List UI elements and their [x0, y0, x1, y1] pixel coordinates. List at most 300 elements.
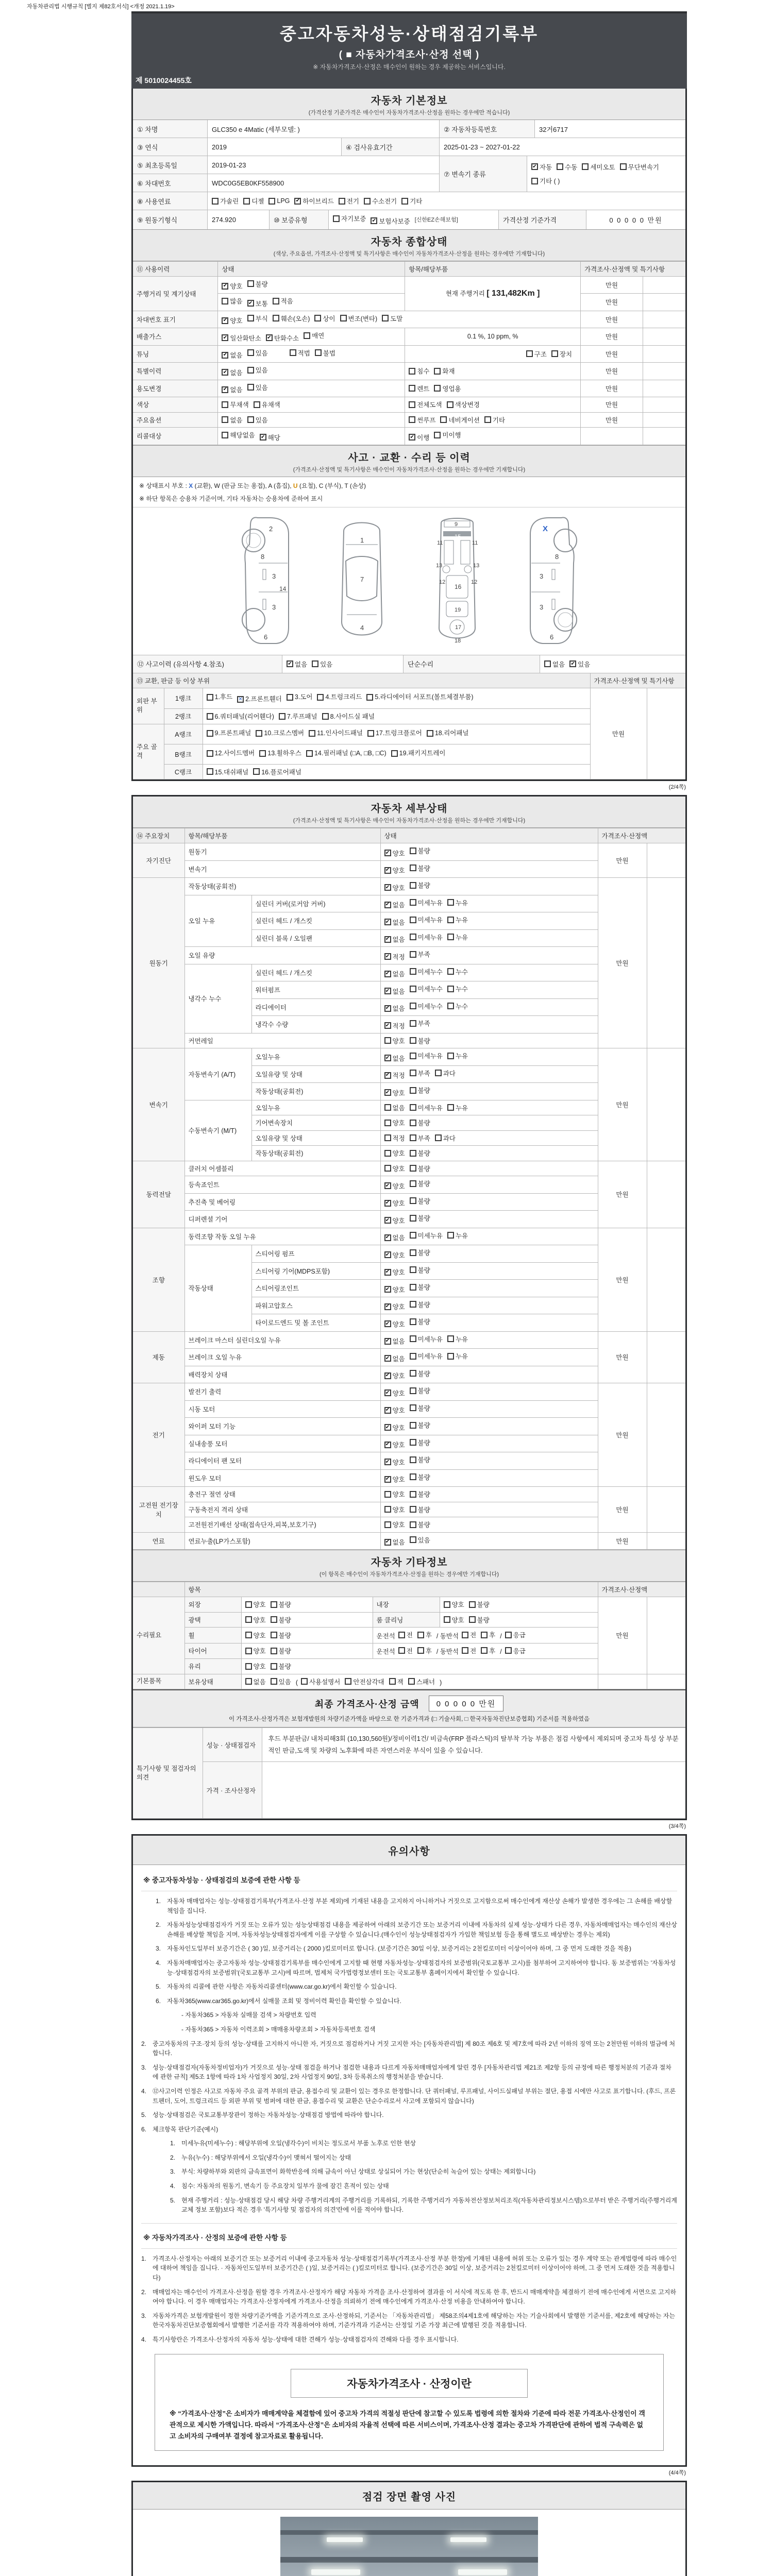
checkbox-option[interactable] — [410, 1036, 430, 1045]
checkbox-option[interactable] — [273, 296, 293, 306]
checked-box-icon[interactable]: ✔ — [384, 1022, 391, 1029]
empty-box-icon[interactable] — [245, 1601, 252, 1608]
checkbox-option[interactable] — [384, 1103, 405, 1112]
checkbox-option[interactable] — [384, 1520, 405, 1529]
empty-box-icon[interactable] — [410, 1318, 416, 1325]
checkbox-option[interactable] — [417, 1630, 432, 1639]
checkbox-option[interactable] — [245, 1662, 266, 1671]
checkbox-option[interactable] — [222, 368, 242, 377]
checkbox-option[interactable] — [410, 984, 443, 993]
checkbox-option[interactable] — [384, 883, 405, 892]
checkbox-option[interactable] — [620, 162, 659, 172]
checkbox-option[interactable] — [237, 693, 282, 706]
checkbox-option[interactable] — [447, 1334, 468, 1344]
empty-box-icon[interactable] — [384, 1120, 391, 1126]
empty-box-icon[interactable] — [271, 1663, 277, 1670]
checkbox-option[interactable] — [569, 659, 590, 669]
checkbox-option[interactable] — [345, 1677, 384, 1686]
empty-box-icon[interactable] — [410, 917, 416, 923]
checkbox-option[interactable] — [384, 849, 405, 858]
checkbox-option[interactable] — [410, 1369, 430, 1378]
checkbox-option[interactable] — [409, 384, 429, 393]
checkbox-option[interactable] — [410, 1019, 430, 1028]
empty-box-icon[interactable] — [410, 1353, 416, 1360]
checked-box-icon[interactable]: ✔ — [384, 1372, 391, 1379]
empty-box-icon[interactable] — [384, 1165, 391, 1172]
checkbox-option[interactable] — [469, 1615, 490, 1624]
empty-box-icon[interactable] — [309, 730, 315, 737]
checkbox-option[interactable] — [410, 1438, 430, 1447]
empty-box-icon[interactable] — [245, 1632, 252, 1638]
checkbox-option[interactable] — [410, 1351, 443, 1361]
empty-box-icon[interactable] — [207, 768, 213, 775]
checkbox-option[interactable] — [417, 1646, 432, 1655]
checkbox-option[interactable] — [245, 1646, 266, 1655]
empty-box-icon[interactable] — [247, 280, 254, 287]
checked-box-icon[interactable]: ✔ — [384, 1005, 391, 1012]
empty-box-icon[interactable] — [462, 1647, 468, 1654]
checkbox-option[interactable] — [279, 711, 317, 721]
checkbox-option[interactable] — [384, 1537, 405, 1547]
checkbox-option[interactable] — [481, 1630, 495, 1639]
checkbox-option[interactable] — [384, 1458, 405, 1467]
checked-box-icon[interactable]: ✔ — [384, 1476, 391, 1483]
checkbox-option[interactable] — [222, 430, 255, 439]
empty-box-icon[interactable] — [382, 315, 389, 321]
empty-box-icon[interactable] — [484, 416, 491, 423]
checkbox-option[interactable] — [309, 727, 363, 740]
empty-box-icon[interactable] — [410, 1521, 416, 1528]
checked-box-icon[interactable]: ✔ — [371, 217, 377, 224]
checkbox-option[interactable] — [304, 331, 324, 340]
empty-box-icon[interactable] — [410, 1456, 416, 1463]
empty-box-icon[interactable] — [434, 368, 441, 375]
checked-box-icon[interactable]: ✔ — [222, 334, 228, 341]
checkbox-option[interactable] — [384, 1371, 405, 1380]
checkbox-option[interactable] — [410, 1133, 430, 1143]
empty-box-icon[interactable] — [273, 315, 279, 321]
empty-box-icon[interactable] — [410, 1422, 416, 1429]
checkbox-option[interactable] — [273, 314, 310, 323]
empty-box-icon[interactable] — [410, 1536, 416, 1543]
empty-box-icon[interactable] — [391, 750, 398, 757]
empty-box-icon[interactable] — [410, 1120, 416, 1126]
empty-box-icon[interactable] — [212, 198, 219, 205]
checkbox-option[interactable] — [384, 1133, 405, 1143]
empty-box-icon[interactable] — [410, 1070, 416, 1076]
empty-box-icon[interactable] — [447, 917, 454, 923]
checkbox-option[interactable] — [384, 1285, 405, 1294]
checked-box-icon[interactable]: ✔ — [384, 1269, 391, 1276]
checkbox-option[interactable] — [582, 162, 615, 172]
empty-box-icon[interactable] — [207, 750, 213, 757]
checkbox-option[interactable] — [447, 984, 468, 993]
empty-box-icon[interactable] — [410, 1104, 416, 1111]
checked-box-icon[interactable]: ✔ — [384, 1407, 391, 1414]
empty-box-icon[interactable] — [440, 416, 447, 423]
checkbox-option[interactable] — [481, 1646, 495, 1655]
checkbox-option[interactable] — [247, 383, 268, 392]
empty-box-icon[interactable] — [333, 215, 340, 222]
checked-box-icon[interactable]: ✔ — [384, 1072, 391, 1079]
checkbox-option[interactable] — [340, 314, 378, 323]
empty-box-icon[interactable] — [434, 432, 441, 438]
checked-box-icon[interactable]: ✔ — [384, 1389, 391, 1396]
checkbox-option[interactable] — [271, 1646, 291, 1655]
checkbox-option[interactable] — [410, 1148, 430, 1158]
checkbox-option[interactable] — [222, 350, 242, 360]
checked-box-icon[interactable]: ✔ — [384, 1355, 391, 1362]
empty-box-icon[interactable] — [367, 730, 374, 737]
empty-box-icon[interactable] — [435, 1134, 442, 1141]
empty-box-icon[interactable] — [384, 1506, 391, 1513]
checked-box-icon[interactable]: ✔ — [384, 936, 391, 943]
checkbox-option[interactable] — [410, 915, 443, 924]
checkbox-option[interactable] — [222, 296, 242, 306]
checkbox-option[interactable] — [410, 1051, 443, 1060]
checkbox-option[interactable] — [384, 935, 405, 944]
checkbox-option[interactable] — [531, 176, 560, 185]
checked-box-icon[interactable]: ✔ — [384, 884, 391, 891]
empty-box-icon[interactable] — [447, 1353, 454, 1360]
checkbox-option[interactable] — [447, 400, 480, 409]
checkbox-option[interactable] — [505, 1646, 526, 1655]
checkbox-option[interactable] — [222, 333, 261, 343]
checkbox-option[interactable] — [410, 1334, 443, 1344]
checkbox-option[interactable] — [384, 918, 405, 927]
empty-box-icon[interactable] — [245, 1663, 252, 1670]
checkbox-option[interactable] — [384, 1164, 405, 1173]
empty-box-icon[interactable] — [247, 315, 254, 321]
checkbox-option[interactable] — [447, 1351, 468, 1361]
empty-box-icon[interactable] — [315, 349, 322, 356]
empty-box-icon[interactable] — [222, 416, 228, 423]
checkbox-option[interactable] — [551, 349, 572, 359]
checkbox-option[interactable] — [317, 691, 362, 704]
empty-box-icon[interactable] — [410, 1003, 416, 1009]
checkbox-option[interactable] — [409, 433, 429, 442]
checkbox-option[interactable] — [410, 1403, 430, 1413]
checkbox-option[interactable] — [287, 691, 313, 704]
empty-box-icon[interactable] — [410, 848, 416, 854]
empty-box-icon[interactable] — [271, 1648, 277, 1654]
empty-box-icon[interactable] — [551, 350, 558, 357]
empty-box-icon[interactable] — [301, 1678, 308, 1685]
empty-box-icon[interactable] — [384, 1491, 391, 1498]
checkbox-option[interactable] — [315, 348, 335, 358]
checkbox-option[interactable] — [314, 314, 335, 323]
empty-box-icon[interactable] — [444, 1616, 450, 1623]
checkbox-option[interactable] — [384, 1233, 405, 1242]
empty-box-icon[interactable] — [410, 1249, 416, 1256]
checkbox-option[interactable] — [367, 727, 422, 740]
checkbox-option[interactable] — [409, 415, 435, 425]
empty-box-icon[interactable] — [447, 1003, 454, 1009]
checkbox-option[interactable] — [447, 1051, 468, 1060]
checkbox-option[interactable] — [410, 1455, 430, 1464]
checked-box-icon[interactable]: ✔ — [222, 283, 228, 290]
checkbox-option[interactable] — [410, 1118, 430, 1127]
checkbox-option[interactable] — [384, 952, 405, 961]
checkbox-option[interactable] — [444, 1615, 464, 1624]
empty-box-icon[interactable] — [384, 1150, 391, 1157]
checkbox-option[interactable] — [322, 711, 375, 721]
checked-box-icon[interactable]: ✔ — [384, 919, 391, 925]
checkbox-option[interactable] — [384, 1475, 405, 1484]
empty-box-icon[interactable] — [247, 349, 254, 356]
checkbox-option[interactable] — [333, 214, 366, 223]
checkbox-option[interactable] — [447, 1231, 468, 1240]
checked-box-icon[interactable]: ✔ — [287, 660, 293, 667]
empty-box-icon[interactable] — [222, 401, 228, 408]
empty-box-icon[interactable] — [345, 1678, 351, 1685]
checkbox-option[interactable] — [410, 863, 430, 873]
checkbox-option[interactable] — [444, 1600, 464, 1609]
checkbox-option[interactable] — [410, 1248, 430, 1257]
checkbox-option[interactable] — [384, 1405, 405, 1415]
checkbox-option[interactable] — [410, 967, 443, 976]
checkbox-option[interactable] — [384, 1198, 405, 1208]
checkbox-option[interactable] — [384, 1319, 405, 1329]
checkbox-option[interactable] — [247, 365, 268, 375]
checkbox-option[interactable] — [410, 898, 443, 907]
checkbox-option[interactable] — [254, 400, 280, 409]
checkbox-option[interactable] — [384, 969, 405, 978]
checked-box-icon[interactable]: ✔ — [384, 1217, 391, 1224]
empty-box-icon[interactable] — [409, 416, 415, 423]
checkbox-option[interactable] — [462, 1630, 476, 1639]
empty-box-icon[interactable] — [410, 1284, 416, 1291]
checkbox-option[interactable] — [410, 1196, 430, 1206]
checkbox-option[interactable] — [271, 1631, 291, 1640]
empty-box-icon[interactable] — [531, 178, 538, 184]
checkbox-option[interactable] — [384, 1250, 405, 1260]
checkbox-option[interactable] — [384, 1440, 405, 1449]
checkbox-option[interactable] — [410, 1103, 443, 1112]
checked-box-icon[interactable]: ✔ — [384, 850, 391, 856]
empty-box-icon[interactable] — [245, 1678, 252, 1685]
checked-box-icon[interactable]: ✔ — [266, 334, 273, 341]
empty-box-icon[interactable] — [410, 1150, 416, 1157]
empty-box-icon[interactable] — [417, 1647, 424, 1654]
empty-box-icon[interactable] — [290, 349, 296, 356]
empty-box-icon[interactable] — [207, 713, 213, 720]
checkbox-option[interactable] — [384, 900, 405, 909]
empty-box-icon[interactable] — [314, 315, 321, 321]
empty-box-icon[interactable] — [410, 1215, 416, 1222]
empty-box-icon[interactable] — [408, 1678, 415, 1685]
x-marked-box-icon[interactable]: ✕ — [237, 696, 244, 703]
checkbox-option[interactable] — [462, 1646, 476, 1655]
checkbox-option[interactable] — [427, 727, 469, 740]
empty-box-icon[interactable] — [389, 1678, 396, 1685]
empty-box-icon[interactable] — [410, 1087, 416, 1094]
empty-box-icon[interactable] — [279, 713, 285, 720]
empty-box-icon[interactable] — [526, 350, 533, 357]
empty-box-icon[interactable] — [306, 750, 313, 757]
checkbox-option[interactable] — [557, 162, 577, 172]
empty-box-icon[interactable] — [410, 1387, 416, 1394]
empty-box-icon[interactable] — [253, 768, 260, 775]
checkbox-option[interactable] — [435, 1133, 456, 1143]
empty-box-icon[interactable] — [207, 694, 213, 701]
checked-box-icon[interactable]: ✔ — [222, 317, 228, 324]
empty-box-icon[interactable] — [384, 1521, 391, 1528]
checkbox-option[interactable] — [266, 333, 299, 343]
checked-box-icon[interactable]: ✔ — [384, 1182, 391, 1189]
checkbox-option[interactable] — [505, 1630, 526, 1639]
checkbox-option[interactable] — [410, 1086, 430, 1095]
empty-box-icon[interactable] — [401, 198, 408, 205]
checkbox-option[interactable] — [434, 366, 455, 376]
empty-box-icon[interactable] — [410, 1180, 416, 1187]
empty-box-icon[interactable] — [364, 198, 371, 205]
empty-box-icon[interactable] — [409, 368, 415, 375]
checkbox-option[interactable] — [339, 196, 359, 206]
checkbox-option[interactable] — [259, 747, 301, 760]
empty-box-icon[interactable] — [247, 367, 254, 374]
empty-box-icon[interactable] — [271, 1616, 277, 1623]
checkbox-option[interactable] — [447, 1103, 468, 1112]
checkbox-option[interactable] — [384, 1423, 405, 1432]
checkbox-option[interactable] — [410, 1164, 430, 1173]
checkbox-option[interactable] — [410, 1069, 430, 1078]
checkbox-option[interactable] — [384, 1071, 405, 1080]
empty-box-icon[interactable] — [384, 1104, 391, 1111]
checked-box-icon[interactable]: ✔ — [531, 163, 538, 170]
checkbox-option[interactable] — [222, 385, 242, 394]
checkbox-option[interactable] — [469, 1600, 490, 1609]
checkbox-option[interactable] — [245, 1615, 266, 1624]
empty-box-icon[interactable] — [384, 1134, 391, 1141]
empty-box-icon[interactable] — [409, 385, 415, 392]
empty-box-icon[interactable] — [435, 1070, 442, 1076]
checkbox-option[interactable] — [410, 1489, 430, 1499]
checkbox-option[interactable] — [384, 1004, 405, 1013]
empty-box-icon[interactable] — [409, 401, 415, 408]
checkbox-option[interactable] — [410, 1300, 430, 1309]
empty-box-icon[interactable] — [462, 1632, 468, 1638]
checkbox-option[interactable] — [410, 1505, 430, 1514]
checkbox-option[interactable] — [384, 1148, 405, 1158]
empty-box-icon[interactable] — [245, 1648, 252, 1654]
empty-box-icon[interactable] — [427, 730, 433, 737]
checkbox-option[interactable] — [398, 1630, 413, 1639]
checkbox-option[interactable] — [247, 279, 268, 289]
checked-box-icon[interactable]: ✔ — [247, 300, 254, 307]
checkbox-option[interactable] — [271, 1600, 291, 1609]
empty-box-icon[interactable] — [447, 1104, 454, 1111]
checkbox-option[interactable] — [245, 1631, 266, 1640]
empty-box-icon[interactable] — [505, 1632, 512, 1638]
checkbox-option[interactable] — [410, 846, 430, 855]
checkbox-option[interactable] — [410, 1282, 430, 1292]
checkbox-option[interactable] — [301, 1677, 340, 1686]
checked-box-icon[interactable]: ✔ — [384, 953, 391, 960]
checkbox-option[interactable] — [384, 1505, 405, 1514]
checked-box-icon[interactable]: ✔ — [384, 1442, 391, 1448]
empty-box-icon[interactable] — [245, 1616, 252, 1623]
checkbox-option[interactable] — [440, 415, 479, 425]
empty-box-icon[interactable] — [247, 416, 254, 423]
checked-box-icon[interactable]: ✔ — [384, 1539, 391, 1546]
empty-box-icon[interactable] — [322, 713, 329, 720]
checked-box-icon[interactable]: ✔ — [384, 867, 391, 874]
checkbox-option[interactable] — [410, 1317, 430, 1326]
checkbox-option[interactable] — [435, 1069, 456, 1078]
empty-box-icon[interactable] — [481, 1632, 488, 1638]
empty-box-icon[interactable] — [447, 986, 454, 992]
empty-box-icon[interactable] — [259, 750, 266, 757]
checkbox-option[interactable] — [243, 196, 264, 206]
checkbox-option[interactable] — [384, 1088, 405, 1097]
checkbox-option[interactable] — [384, 1354, 405, 1363]
checkbox-option[interactable] — [253, 767, 301, 776]
checkbox-option[interactable] — [447, 898, 468, 907]
empty-box-icon[interactable] — [447, 934, 454, 940]
checkbox-option[interactable] — [384, 1054, 405, 1063]
checkbox-option[interactable] — [366, 691, 473, 704]
checked-box-icon[interactable]: ✔ — [384, 1286, 391, 1293]
checked-box-icon[interactable]: ✔ — [384, 1055, 391, 1061]
checked-box-icon[interactable]: ✔ — [384, 1424, 391, 1431]
empty-box-icon[interactable] — [410, 1197, 416, 1204]
empty-box-icon[interactable] — [410, 1439, 416, 1446]
checkbox-option[interactable] — [409, 366, 429, 376]
empty-box-icon[interactable] — [469, 1616, 476, 1623]
checkbox-option[interactable] — [447, 915, 468, 924]
empty-box-icon[interactable] — [582, 163, 589, 170]
checkbox-option[interactable] — [247, 415, 268, 425]
empty-box-icon[interactable] — [222, 298, 228, 304]
checkbox-option[interactable] — [410, 1520, 430, 1529]
checked-box-icon[interactable]: ✔ — [384, 1200, 391, 1207]
empty-box-icon[interactable] — [447, 899, 454, 906]
checked-box-icon[interactable]: ✔ — [384, 1459, 391, 1465]
checkbox-option[interactable] — [384, 1181, 405, 1191]
empty-box-icon[interactable] — [447, 1335, 454, 1342]
empty-box-icon[interactable] — [410, 1232, 416, 1239]
empty-box-icon[interactable] — [410, 1506, 416, 1513]
empty-box-icon[interactable] — [410, 1491, 416, 1498]
checked-box-icon[interactable]: ✔ — [222, 352, 228, 359]
checkbox-option[interactable] — [271, 1615, 291, 1624]
checkbox-option[interactable] — [290, 348, 310, 358]
empty-box-icon[interactable] — [340, 315, 347, 321]
checkbox-option[interactable] — [271, 1677, 291, 1686]
empty-box-icon[interactable] — [620, 163, 627, 170]
checkbox-option[interactable] — [384, 1216, 405, 1225]
empty-box-icon[interactable] — [271, 1678, 277, 1685]
checkbox-option[interactable] — [247, 299, 268, 308]
empty-box-icon[interactable] — [410, 934, 416, 940]
checked-box-icon[interactable]: ✔ — [384, 1234, 391, 1241]
checkbox-option[interactable] — [384, 1118, 405, 1127]
checkbox-option[interactable] — [544, 659, 565, 669]
checkbox-option[interactable] — [408, 1677, 435, 1686]
checkbox-option[interactable] — [401, 196, 422, 206]
empty-box-icon[interactable] — [417, 1632, 424, 1638]
checkbox-option[interactable] — [207, 727, 251, 740]
empty-box-icon[interactable] — [271, 1601, 277, 1608]
checked-box-icon[interactable]: ✔ — [569, 660, 576, 667]
empty-box-icon[interactable] — [447, 1053, 454, 1059]
checkbox-option[interactable] — [212, 196, 239, 206]
checkbox-option[interactable] — [222, 415, 242, 425]
empty-box-icon[interactable] — [410, 1335, 416, 1342]
checked-box-icon[interactable]: ✔ — [384, 1303, 391, 1310]
empty-box-icon[interactable] — [410, 865, 416, 871]
